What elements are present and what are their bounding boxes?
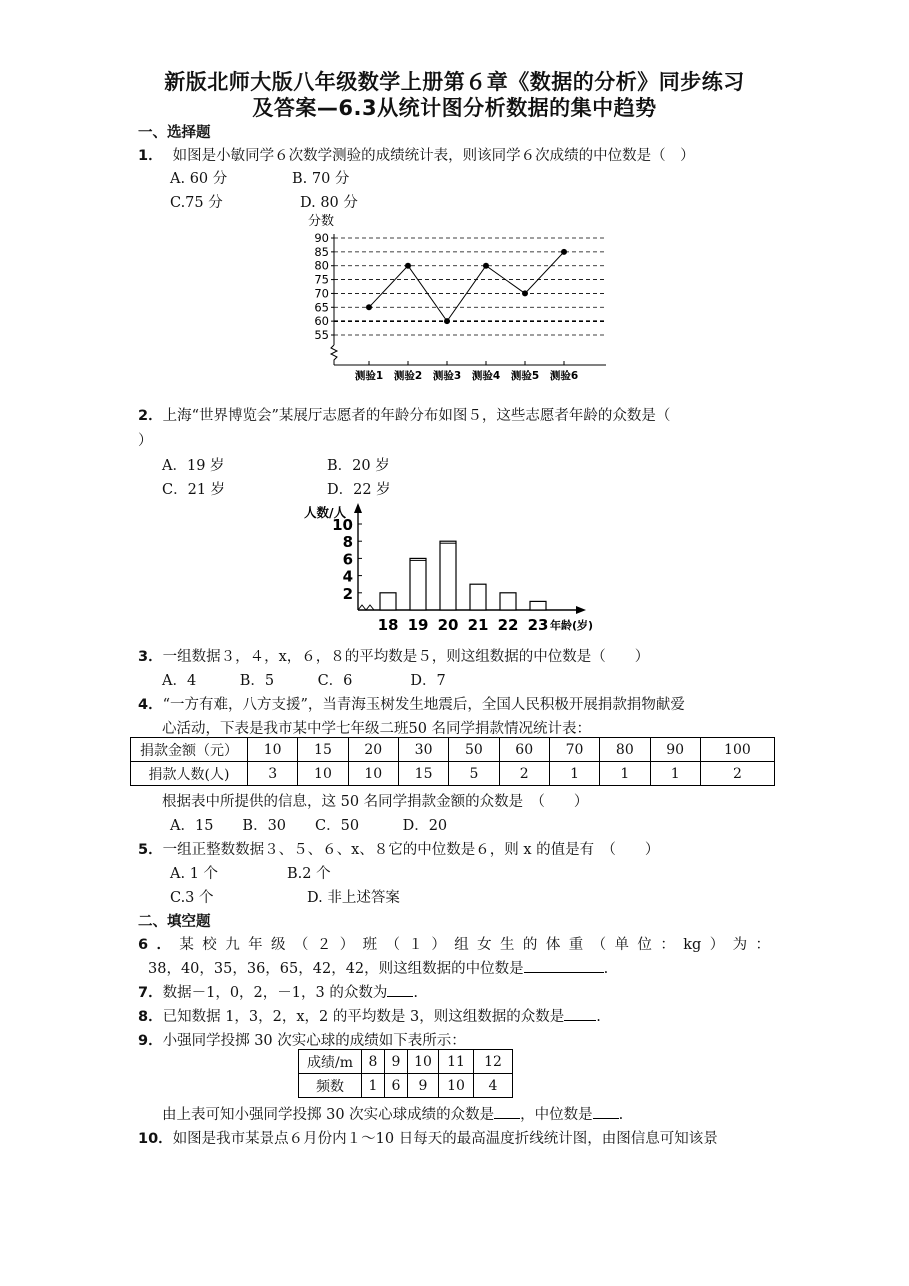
table-header-cell: 捐款金额（元） bbox=[131, 738, 248, 762]
x-tick-label: 23 bbox=[527, 616, 549, 634]
series-line bbox=[369, 252, 564, 321]
table-cell: 2 bbox=[499, 762, 549, 786]
y-axis-title: 分数 bbox=[308, 214, 335, 229]
question-9-cont bbox=[162, 1103, 623, 1124]
question-number: 4． bbox=[138, 697, 163, 713]
table-cell: 15 bbox=[298, 738, 348, 762]
y-tick-label: 85 bbox=[314, 244, 329, 259]
donation-table bbox=[130, 737, 775, 786]
table-cell: 90 bbox=[650, 738, 700, 762]
data-point bbox=[561, 249, 567, 255]
bar bbox=[500, 593, 516, 610]
period: . bbox=[596, 1009, 601, 1025]
table-cell: 1 bbox=[650, 762, 700, 786]
table-row bbox=[131, 738, 775, 762]
x-axis-title: 年龄(岁) bbox=[550, 619, 594, 632]
question-number: 8． bbox=[138, 1009, 163, 1025]
table-cell: 9 bbox=[408, 1074, 439, 1098]
x-tick-label: 20 bbox=[437, 616, 459, 634]
question-text: 上海“世界博览会”某展厅志愿者的年龄分布如图５，这些志愿者年龄的众数是（ bbox=[162, 408, 671, 424]
q2-option-b: B．20 岁 bbox=[327, 458, 390, 474]
question-text: 数据－1，0，2，－1，3 的众数为 bbox=[162, 985, 388, 1001]
answer-blank[interactable] bbox=[593, 1104, 619, 1119]
y-tick-label: 60 bbox=[314, 314, 329, 329]
table-row bbox=[131, 762, 775, 786]
throw-score-table bbox=[298, 1049, 513, 1098]
table-cell: 70 bbox=[549, 738, 599, 762]
score-line-chart bbox=[296, 210, 616, 390]
table-cell: 10 bbox=[348, 762, 398, 786]
x-tick-label: 测验1 bbox=[354, 370, 384, 382]
y-tick-label: 10 bbox=[332, 516, 353, 534]
q1-option-d: D. 80 分 bbox=[300, 195, 358, 211]
question-7 bbox=[138, 981, 418, 1002]
table-cell: 50 bbox=[449, 738, 499, 762]
question-number: 6． bbox=[138, 937, 180, 953]
table-cell: 10 bbox=[439, 1074, 474, 1098]
question-number: 9． bbox=[138, 1033, 163, 1049]
question-text: 已知数据 1，3，2，x，2 的平均数是 3，则这组数据的众数是 bbox=[162, 1009, 565, 1025]
table-cell: 10 bbox=[408, 1050, 439, 1074]
table-cell: 3 bbox=[248, 762, 298, 786]
question-2 bbox=[138, 404, 670, 425]
table-cell: 20 bbox=[348, 738, 398, 762]
x-tick-label: 21 bbox=[467, 616, 489, 634]
question-text: 某校九年级（２）班（１）组女生的体重（单位：kg）为： bbox=[179, 937, 770, 953]
q5-option-a: A. 1 个 bbox=[170, 866, 219, 882]
q1-option-a: A. 60 分 bbox=[170, 171, 228, 187]
period: . bbox=[413, 985, 418, 1001]
q5-option-d: D. 非上述答案 bbox=[307, 890, 400, 906]
question-text: 如图是我市某景点６月份内１～10 日每天的最高温度折线统计图，由图信息可知该景 bbox=[172, 1131, 718, 1147]
data-point bbox=[522, 290, 528, 296]
question-6-cont bbox=[148, 957, 608, 978]
table-cell: 1 bbox=[600, 762, 650, 786]
q5-option-b: B.2 个 bbox=[287, 866, 331, 882]
question-6 bbox=[138, 933, 770, 954]
table-cell: 60 bbox=[499, 738, 549, 762]
data-point bbox=[444, 318, 450, 324]
table-cell: 4 bbox=[474, 1074, 513, 1098]
question-number: 3． bbox=[138, 649, 163, 665]
question-number: 10． bbox=[138, 1131, 173, 1147]
q1-option-b: B. 70 分 bbox=[292, 171, 350, 187]
question-2-text-cont: ） bbox=[138, 433, 153, 449]
question-3 bbox=[138, 645, 649, 666]
age-bar-chart bbox=[296, 502, 606, 636]
table-cell: 15 bbox=[398, 762, 448, 786]
question-4 bbox=[138, 693, 685, 714]
y-tick-label: 4 bbox=[342, 567, 353, 586]
x-tick-label: 测验5 bbox=[510, 370, 540, 382]
question-8 bbox=[138, 1005, 601, 1026]
bar bbox=[380, 593, 396, 610]
table-row bbox=[299, 1074, 513, 1098]
table-cell: 5 bbox=[449, 762, 499, 786]
q2-option-c: C．21 岁 bbox=[162, 482, 226, 498]
table-cell: 10 bbox=[298, 762, 348, 786]
axis-break-mark bbox=[358, 605, 374, 610]
question-10 bbox=[138, 1127, 718, 1148]
y-tick-label: 2 bbox=[342, 584, 353, 603]
table-cell: 6 bbox=[385, 1074, 408, 1098]
table-cell: 100 bbox=[700, 738, 774, 762]
table-header-cell: 捐款人数(人) bbox=[131, 762, 248, 786]
table-cell: 9 bbox=[385, 1050, 408, 1074]
y-tick-label: 75 bbox=[314, 272, 329, 287]
y-tick-label: 80 bbox=[314, 258, 329, 273]
table-cell: 12 bbox=[474, 1050, 513, 1074]
bar bbox=[440, 541, 456, 610]
question-1 bbox=[138, 144, 695, 165]
table-cell: 1 bbox=[549, 762, 599, 786]
y-axis-title: 人数/人 bbox=[304, 505, 347, 520]
question-text: 38，40，35，36，65，42，42，则这组数据的中位数是 bbox=[148, 961, 524, 977]
data-point bbox=[405, 263, 411, 269]
y-tick-label: 6 bbox=[342, 550, 353, 569]
bar bbox=[470, 584, 486, 610]
table-header-cell: 频数 bbox=[299, 1074, 362, 1098]
question-text: 由上表可知小强同学投掷 30 次实心球成绩的众数是 bbox=[162, 1107, 495, 1123]
question-number: 7． bbox=[138, 985, 163, 1001]
x-tick-label: 测验6 bbox=[549, 370, 579, 382]
period: . bbox=[618, 1107, 624, 1123]
table-cell: 2 bbox=[700, 762, 774, 786]
q5-option-c: C.3 个 bbox=[170, 890, 214, 906]
x-axis-arrow bbox=[576, 606, 586, 614]
title-line-2: 及答案—6.3从统计图分析数据的集中趋势 bbox=[252, 96, 657, 120]
x-tick-label: 22 bbox=[497, 616, 519, 634]
y-tick-label: 70 bbox=[314, 286, 329, 301]
question-4-text-cont: 心活动，下表是我市某中学七年级二班50 名同学捐款情况统计表： bbox=[162, 721, 592, 737]
x-tick-label: 18 bbox=[377, 616, 399, 634]
y-axis-arrow bbox=[354, 503, 362, 513]
period: . bbox=[603, 961, 609, 977]
question-number: 2． bbox=[138, 408, 163, 424]
axis-break-mark bbox=[331, 345, 337, 365]
table-header-cell: 成绩/m bbox=[299, 1050, 362, 1074]
answer-blank[interactable] bbox=[387, 982, 413, 997]
q2-option-a: A．19 岁 bbox=[162, 458, 225, 474]
y-tick-label: 8 bbox=[342, 533, 353, 552]
table-cell: 80 bbox=[600, 738, 650, 762]
table-cell: 1 bbox=[362, 1074, 385, 1098]
question-text: 小强同学投掷 30 次实心球的成绩如下表所示： bbox=[162, 1033, 466, 1049]
question-text: 一组正整数数据３、５、６、x、８它的中位数是６，则 x 的值是有 （ ） bbox=[162, 842, 660, 858]
question-number: 5． bbox=[138, 842, 163, 858]
q4-options: A．15 B．30 C．50 D．20 bbox=[170, 818, 448, 834]
answer-blank[interactable] bbox=[564, 1006, 596, 1021]
x-tick-label: 测验4 bbox=[471, 370, 501, 382]
title-line-1: 新版北师大版八年级数学上册第６章《数据的分析》同步练习 bbox=[164, 70, 745, 94]
y-tick-label: 65 bbox=[314, 300, 329, 315]
data-point bbox=[483, 263, 489, 269]
answer-blank[interactable] bbox=[494, 1104, 520, 1119]
table-cell: 10 bbox=[248, 738, 298, 762]
q1-option-c: C.75 分 bbox=[170, 195, 223, 211]
question-text: 如图是小敏同学６次数学测验的成绩统计表，则该同学６次成绩的中位数是（ ） bbox=[172, 148, 695, 164]
question-9 bbox=[138, 1029, 466, 1050]
answer-blank[interactable] bbox=[524, 958, 604, 973]
x-tick-label: 19 bbox=[407, 616, 429, 634]
question-4-prompt: 根据表中所提供的信息，这 50 名同学捐款金额的众数是 （ ） bbox=[162, 794, 589, 810]
question-text: “一方有难，八方支援”，当青海玉树发生地震后，全国人民积极开展捐款捐物献爱 bbox=[162, 697, 685, 713]
y-tick-label: 90 bbox=[314, 231, 329, 245]
bar bbox=[410, 558, 426, 610]
x-tick-label: 测验2 bbox=[393, 370, 423, 382]
section-fill-heading: 二、填空题 bbox=[138, 914, 211, 930]
y-tick-label: 55 bbox=[314, 328, 329, 342]
table-cell: 11 bbox=[439, 1050, 474, 1074]
q2-option-d: D．22 岁 bbox=[327, 482, 391, 498]
table-cell: 8 bbox=[362, 1050, 385, 1074]
question-text: ，中位数是 bbox=[520, 1107, 593, 1123]
x-tick-label: 测验3 bbox=[432, 370, 462, 382]
bar bbox=[530, 601, 546, 610]
question-number: 1． bbox=[138, 148, 163, 164]
question-5 bbox=[138, 838, 659, 859]
data-point bbox=[366, 304, 372, 310]
q3-options: A．4 B．5 C．6 D．7 bbox=[162, 673, 446, 689]
table-cell: 30 bbox=[398, 738, 448, 762]
question-text: 一组数据３，４，x，６，８的平均数是５，则这组数据的中位数是（ ） bbox=[162, 649, 650, 665]
table-row bbox=[299, 1050, 513, 1074]
section-choice-heading: 一、选择题 bbox=[138, 125, 211, 141]
